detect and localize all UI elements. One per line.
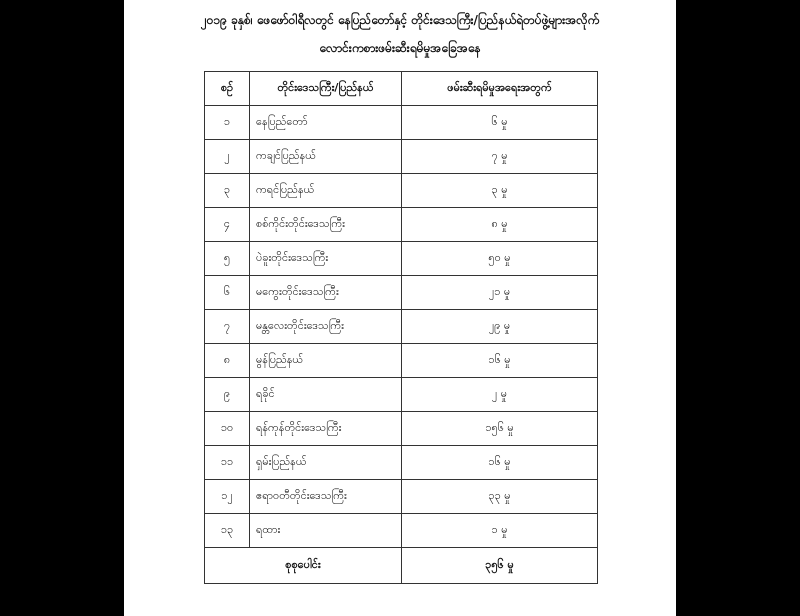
- row-number: ၃: [205, 174, 250, 208]
- row-number: ၁၀: [205, 412, 250, 446]
- row-region: ကချင်ပြည်နယ်: [250, 140, 402, 174]
- row-count: ၃၃ မှု: [402, 480, 598, 514]
- table-row: [205, 208, 598, 242]
- row-count: ၁ မှု: [402, 514, 598, 548]
- row-count: ၈ မှု: [402, 208, 598, 242]
- document-title: ၂၀၁၉ ခုနှစ်၊ ဖေဖော်ဝါရီလတွင် နေပြည်တော်နှင့် တိုင်းဒေသကြီး/ပြည်နယ်ရဲတပ်ဖွဲ့များအလိုက်: [200, 13, 600, 27]
- table-row: [205, 412, 598, 446]
- row-number: ၆: [205, 276, 250, 310]
- row-number: ၁၁: [205, 446, 250, 480]
- row-number: ၁၂: [205, 480, 250, 514]
- row-count: ၅၀ မှု: [402, 242, 598, 276]
- document-subtitle: လောင်းကစားဖမ်းဆီးရမိမှုအခြေအနေ: [319, 41, 481, 55]
- header-count: ဖမ်းဆီးရမိမှုအရေးအတွက်: [402, 72, 598, 106]
- row-region: ရန်ကုန်တိုင်းဒေသကြီး: [250, 412, 402, 446]
- row-count: ၆ မှု: [402, 106, 598, 140]
- row-region: မန္တလေးတိုင်းဒေသကြီး: [250, 310, 402, 344]
- row-number: ၇: [205, 310, 250, 344]
- row-number: ၈: [205, 344, 250, 378]
- header-serial: စဉ်: [205, 72, 250, 106]
- table-row: [205, 344, 598, 378]
- row-region: ပဲခူးတိုင်းဒေသကြီး: [250, 242, 402, 276]
- row-count: ၇ မှု: [402, 140, 598, 174]
- row-count: ၂ မှု: [402, 378, 598, 412]
- table-row: [205, 310, 598, 344]
- row-number: ၁: [205, 106, 250, 140]
- table-row: [205, 242, 598, 276]
- row-region: ရှမ်းပြည်နယ်: [250, 446, 402, 480]
- total-row: [205, 548, 598, 584]
- row-region: မကွေးတိုင်းဒေသကြီး: [250, 276, 402, 310]
- table-row: [205, 174, 598, 208]
- row-count: ၂၁ မှု: [402, 276, 598, 310]
- row-region: ရထား: [250, 514, 402, 548]
- table-row: [205, 480, 598, 514]
- row-number: ၅: [205, 242, 250, 276]
- row-number: ၉: [205, 378, 250, 412]
- table-row: [205, 514, 598, 548]
- table-row: [205, 446, 598, 480]
- table-row: [205, 276, 598, 310]
- row-region: နေပြည်တော်: [250, 106, 402, 140]
- total-label: စုစုပေါင်း: [205, 548, 402, 584]
- row-region: ဧရာဝတီတိုင်းဒေသကြီး: [250, 480, 402, 514]
- table-row: [205, 140, 598, 174]
- row-number: ၂: [205, 140, 250, 174]
- header-region: တိုင်းဒေသကြီး/ပြည်နယ်: [250, 72, 402, 106]
- row-count: ၁၆ မှု: [402, 446, 598, 480]
- table-row: [205, 106, 598, 140]
- table-header-row: [205, 72, 598, 106]
- row-region: စစ်ကိုင်းတိုင်းဒေသကြီး: [250, 208, 402, 242]
- row-count: ၁၅၆ မှု: [402, 412, 598, 446]
- row-count: ၂၉ မှု: [402, 310, 598, 344]
- row-region: ကရင်ပြည်နယ်: [250, 174, 402, 208]
- statistics-table: [204, 71, 598, 584]
- row-number: ၁၃: [205, 514, 250, 548]
- row-count: ၁၆ မှု: [402, 344, 598, 378]
- row-region: ရခိုင်: [250, 378, 402, 412]
- table-row: [205, 378, 598, 412]
- total-value: ၃၅၆ မှု: [402, 548, 598, 584]
- row-number: ၄: [205, 208, 250, 242]
- document-page: [124, 0, 676, 616]
- row-region: မွန်ပြည်နယ်: [250, 344, 402, 378]
- row-count: ၃ မှု: [402, 174, 598, 208]
